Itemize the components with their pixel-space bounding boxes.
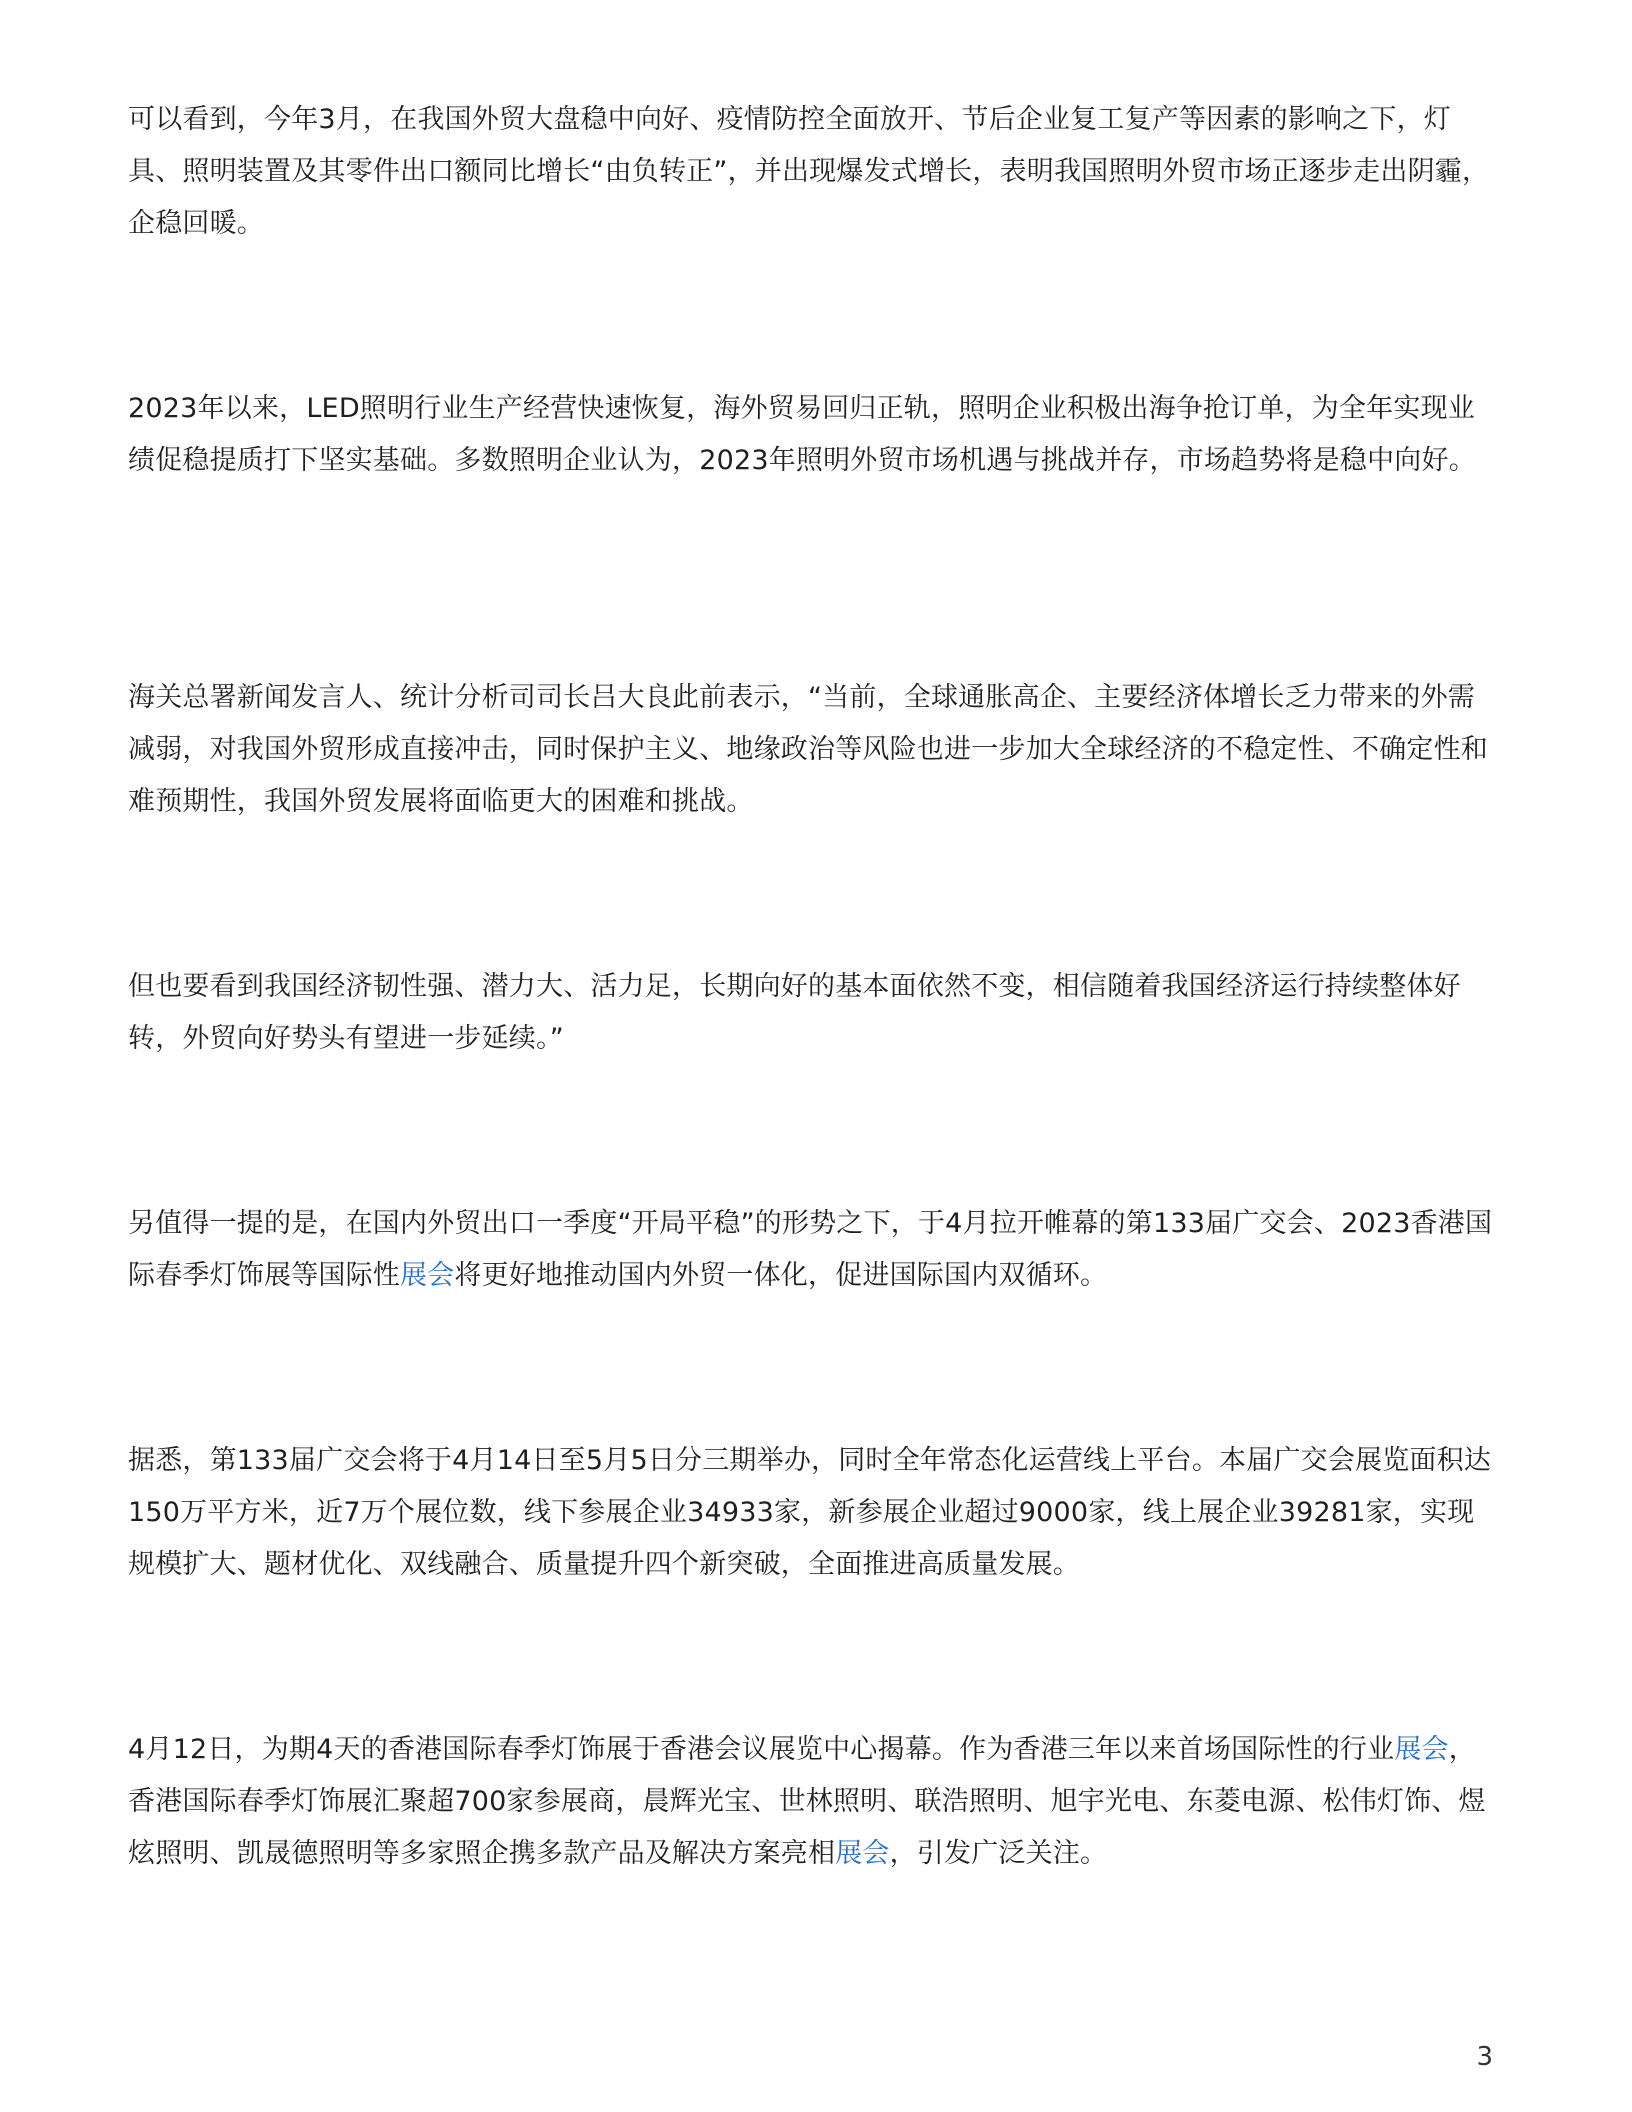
exhibition-link-2[interactable]: 展会 bbox=[835, 1838, 890, 1869]
paragraph-5-text-before: 另值得一提的是，在国内外贸出口一季度“开局平稳”的形势之下，于4月拉开帷幕的第133届广交会、2023香港国际春季灯饰展等国际性 bbox=[128, 1208, 1493, 1291]
paragraph-3: 海关总署新闻发言人、统计分析司司长吕大良此前表示，“当前，全球通胀高企、主要经济体增长乏力带来的外需减弱，对我国外贸形成直接冲击，同时保护主义、地缘政治等风险也进一步加大全球经济的不稳定性、不确定性和难预期性，我国外贸发展将面临更大的困难和挑战。 bbox=[128, 682, 1488, 817]
paragraph-7-text-after: ，引发广泛关注。 bbox=[889, 1838, 1108, 1869]
paragraph-6: 据悉，第133届广交会将于4月14日至5月5日分三期举办，同时全年常态化运营线上平台。本届广交会展览面积达150万平方米，近7万个展位数，线下参展企业34933家，新参展企业超过9000家，线上展企业39281家，实现规模扩大、题材优化、双线融合、质量提升四个新突破，全面推进高质量发展。 bbox=[128, 1445, 1492, 1580]
paragraph-1: 可以看到，今年3月，在我国外贸大盘稳中向好、疫情防控全面放开、节后企业复工复产等因素的影响之下，灯具、照明装置及其零件出口额同比增长“由负转正”，并出现爆发式增长，表明我国照明外贸市场正逐步走出阴霾，企稳回暖。 bbox=[128, 104, 1490, 239]
paragraph-5 bbox=[128, 1198, 1496, 1302]
exhibition-link-1[interactable]: 展会 bbox=[1394, 1734, 1449, 1765]
paragraph-7-text-before: 4月12日，为期4天的香港国际春季灯饰展于香港会议展览中心揭幕。作为香港三年以来首场国际性的行业 bbox=[128, 1734, 1395, 1765]
exhibition-link[interactable]: 展会 bbox=[400, 1260, 455, 1291]
paragraph-5-text-after: 将更好地推动国内外贸一体化，促进国际国内双循环。 bbox=[454, 1260, 1108, 1291]
paragraph-2: 2023年以来，LED照明行业生产经营快速恢复，海外贸易回归正轨，照明企业积极出海争抢订单，为全年实现业绩促稳提质打下坚实基础。多数照明企业认为，2023年照明外贸市场机遇与挑战并存，市场趋势将是稳中向好。 bbox=[128, 393, 1476, 476]
paragraph-4: 但也要看到我国经济韧性强、潜力大、活力足，长期向好的基本面依然不变，相信随着我国经济运行持续整体好转，外贸向好势头有望进一步延续。” bbox=[128, 971, 1461, 1054]
paragraph-7 bbox=[128, 1724, 1496, 1880]
paragraph-7-text-middle: ，香港国际春季灯饰展汇聚超700家参展商，晨辉光宝、世林照明、联浩照明、旭宇光电、东菱电源、松伟灯饰、煜炫照明、凯晟德照明等多家照企携多款产品及解决方案亮相 bbox=[128, 1734, 1486, 1869]
page-number: 3 bbox=[1476, 2042, 1493, 2072]
